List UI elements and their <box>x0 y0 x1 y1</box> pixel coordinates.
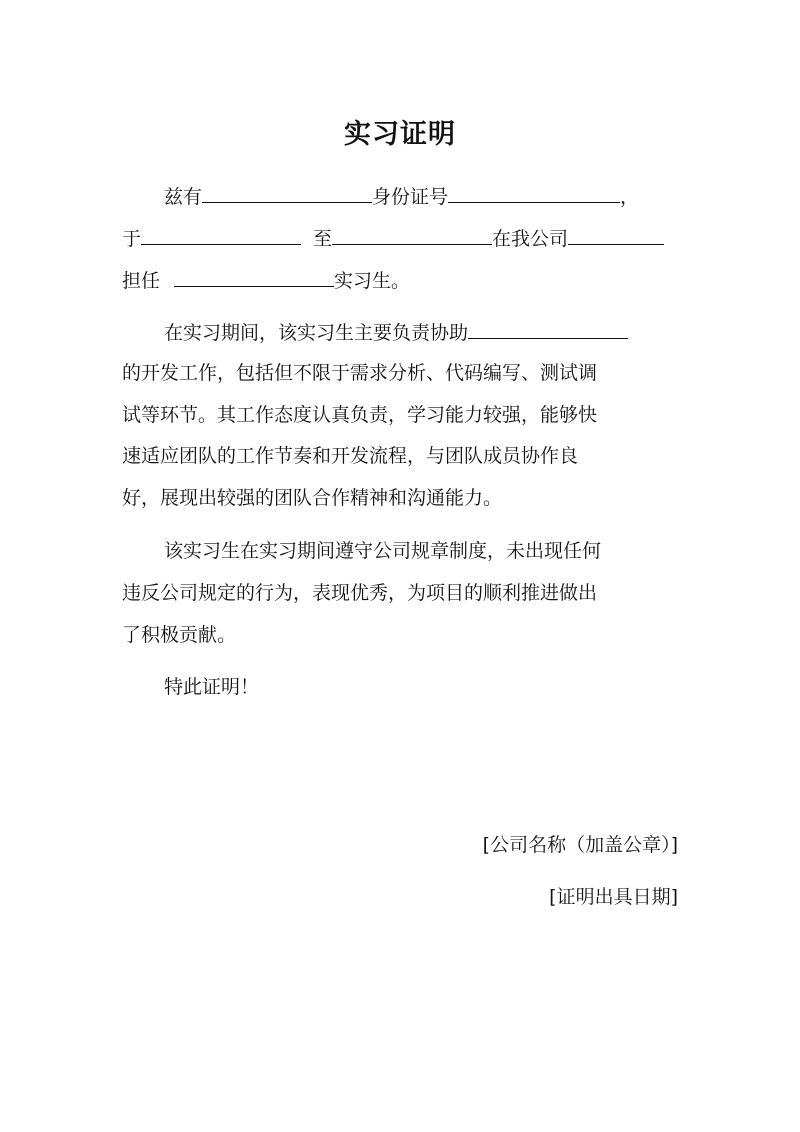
duty-line-2: 的开发工作，包括但不限于需求分析、代码编写、测试调 <box>122 362 598 384</box>
project-blank <box>468 318 628 339</box>
closing-statement: 特此证明！ <box>164 676 260 698</box>
issue-date: [证明出具日期] <box>549 886 678 908</box>
duty-line-3: 试等环节。其工作态度认真负责，学习能力较强，能够快 <box>122 404 598 426</box>
company-signature: [公司名称（加盖公章）] <box>482 834 678 856</box>
duty-text-1: 在实习期间，该实习生主要负责协助 <box>164 322 469 344</box>
intro-text-comma: ， <box>620 186 640 208</box>
intro-line-2 <box>122 224 664 252</box>
intro-line-1 <box>164 182 639 210</box>
start-date-blank <box>141 224 301 245</box>
intro-text-intern: 实习生。 <box>334 270 411 292</box>
intro-text-ziyou: 兹有 <box>164 186 203 208</box>
duty-line-5: 好，展现出较强的团队合作精神和沟通能力。 <box>122 487 503 509</box>
end-date-blank <box>332 224 492 245</box>
conduct-line-3: 了积极贡献。 <box>122 624 237 646</box>
intro-text-danren: 担任 <box>122 270 161 292</box>
intro-line-3 <box>122 266 410 294</box>
document-title: 实习证明 <box>344 119 456 150</box>
duty-line-4: 速适应团队的工作节奏和开发流程，与团队成员协作良 <box>122 445 579 467</box>
intro-text-yu: 于 <box>122 228 142 250</box>
intro-text-company: 在我公司 <box>492 228 569 250</box>
conduct-line-2: 违反公司规定的行为，表现优秀，为项目的顺利推进做出 <box>122 582 598 604</box>
id-number-blank <box>448 182 620 203</box>
intro-text-id-number: 身份证号 <box>372 186 449 208</box>
intro-text-zhi: 至 <box>313 228 333 250</box>
name-blank <box>202 182 372 203</box>
position-blank <box>174 266 334 287</box>
conduct-line-1: 该实习生在实习期间遵守公司规章制度，未出现任何 <box>164 540 602 562</box>
company-blank <box>568 224 664 245</box>
duty-line-1 <box>164 318 628 346</box>
